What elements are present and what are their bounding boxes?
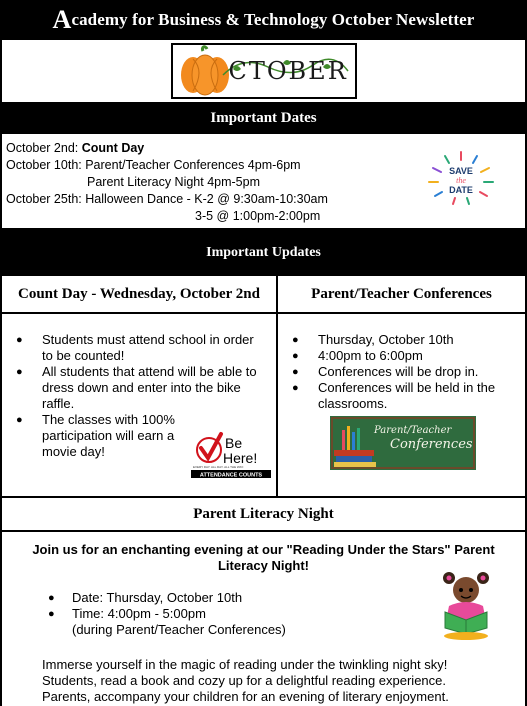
list-item: ● Date: Thursday, October 10th [48, 590, 243, 605]
october-logo [171, 43, 357, 99]
svg-text:ATTENDANCE COUNTS: ATTENDANCE COUNTS [199, 472, 263, 478]
save-the-date-icon [425, 148, 497, 208]
list-item: ● Conferences will be held in the classrooms. [292, 380, 496, 411]
list-item: ● Time: 4:00pm - 5:00pm [48, 606, 206, 621]
be-here-attendance-icon [191, 428, 271, 478]
svg-text:Parent/Teacher: Parent/Teacher [374, 425, 452, 436]
important-dates-section [0, 134, 527, 230]
svg-text:DATE: DATE [449, 185, 473, 195]
svg-text:the: the [456, 176, 466, 185]
date-row: October 2nd: Count Day [6, 141, 145, 155]
important-dates-heading: Important Dates [0, 102, 527, 134]
literacy-night-heading: Parent Literacy Night [0, 498, 527, 532]
logo-area [0, 40, 527, 102]
svg-text:Be: Be [225, 435, 243, 451]
date-row: October 10th: Parent/Teacher Conferences 4pm-6pm [6, 158, 301, 172]
literacy-night-section [0, 532, 527, 706]
logo-text: CTOBER [228, 57, 348, 85]
title-text: cademy for Business & Technology October Newsletter [71, 10, 475, 29]
list-item: ● All students that attend will be able to dress down and enter into the bike raffle. [16, 364, 257, 411]
svg-text:EVERY DAY. ALL DAY. ALL THE WA: EVERY DAY. ALL DAY. ALL THE WAY. [193, 465, 244, 469]
literacy-time-note: (during Parent/Teacher Conferences) [72, 622, 286, 637]
list-item: ● Students must attend school in order to be counted! [16, 332, 254, 363]
count-day-heading: Count Day - Wednesday, October 2nd [2, 276, 276, 314]
count-day-column [2, 276, 278, 496]
svg-text:SAVE: SAVE [449, 166, 473, 176]
list-item: ● Conferences will be drop in. [292, 364, 479, 379]
svg-text:Here!: Here! [223, 450, 258, 466]
important-updates-heading: Important Updates [0, 230, 527, 276]
date-row: October 25th: Halloween Dance - K-2 @ 9:30am-10:30am [6, 192, 328, 206]
list-item: ● The classes with 100% participation will earn a movie day! [16, 412, 175, 459]
literacy-details [48, 590, 286, 638]
conferences-column [278, 276, 525, 496]
chalkboard-conferences-icon [330, 416, 476, 470]
literacy-intro: Join us for an enchanting evening at our "Reading Under the Stars" Parent Literacy Night! [32, 542, 495, 573]
conferences-heading: Parent/Teacher Conferences [278, 276, 525, 314]
literacy-paragraph: Immerse yourself in the magic of reading under the twinkling night sky! Students, read a book and cozy up for a delightful reading experience. Parents, accompany your children for an evening of literary enjoyment. [42, 657, 449, 704]
list-item: ● Thursday, October 10th [292, 332, 454, 347]
conferences-list [278, 314, 525, 412]
list-item: ● 4:00pm to 6:00pm [292, 348, 423, 363]
updates-columns [0, 276, 527, 498]
child-reading-icon [435, 568, 497, 640]
title-dropcap: A [52, 5, 72, 34]
newsletter-title [0, 0, 527, 40]
svg-text:Conferences: Conferences [390, 437, 473, 452]
date-row: 3-5 @ 1:00pm-2:00pm [195, 209, 321, 223]
date-row: Parent Literacy Night 4pm-5pm [87, 175, 260, 189]
